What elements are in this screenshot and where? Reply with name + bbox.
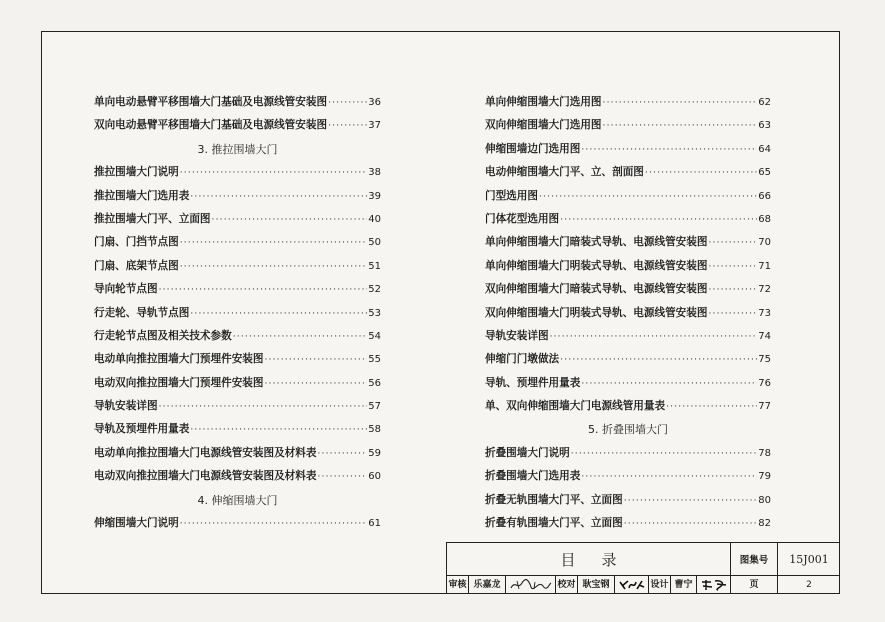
toc-entry-page: 59 [368, 447, 381, 459]
toc-entry [485, 231, 771, 254]
toc-entry-title: 电动双向推拉围墙大门预埋件安装图 [94, 376, 264, 389]
toc-entry [94, 372, 381, 395]
toc-entry [94, 418, 381, 441]
toc-entry-title: 推拉围墙大门说明 [94, 166, 179, 179]
toc-entry [94, 442, 381, 465]
toc-entry-title: 折叠围墙大门选用表 [485, 470, 581, 483]
toc-entry [485, 91, 771, 114]
toc-entry-page: 74 [758, 330, 771, 342]
toc-entry-page: 80 [758, 494, 771, 506]
review-signature [506, 576, 556, 594]
toc-entry-page: 70 [758, 237, 771, 249]
toc-entry-page: 77 [758, 401, 771, 413]
toc-entry [485, 185, 771, 208]
toc-dot-leader [190, 419, 367, 442]
check-name: 耿宝钢 [578, 576, 615, 594]
toc-dot-leader [180, 256, 368, 279]
toc-entry-page: 36 [368, 97, 381, 108]
review-label: 审核 [447, 576, 469, 594]
toc-dot-leader [624, 490, 758, 513]
toc-entry [94, 325, 381, 348]
toc-entry-title: 导轨、预埋件用量表 [485, 376, 581, 389]
toc-dot-leader [708, 279, 757, 302]
toc-entry [485, 348, 771, 371]
toc-dot-leader [666, 396, 757, 419]
toc-dot-leader [233, 326, 368, 349]
toc-entry-page: 75 [758, 354, 771, 366]
toc-entry-page: 53 [368, 307, 381, 319]
toc-entry [94, 465, 381, 488]
toc-entry [94, 512, 381, 535]
toc-entry [94, 208, 381, 231]
toc-entry [485, 138, 771, 161]
toc-entry-title: 导轨安装详图 [94, 400, 158, 413]
toc-entry [94, 231, 381, 254]
toc-entry [485, 442, 771, 465]
review-name: 乐嘉龙 [469, 576, 506, 594]
toc-entry-title: 双向电动悬臂平移围墙大门基础及电源线管安装图 [94, 119, 328, 132]
toc-dot-leader [159, 396, 368, 419]
toc-dot-leader [581, 373, 757, 396]
toc-entry-title: 双向伸缩围墙大门明装式导轨、电源线管安装图 [485, 306, 708, 319]
title-block [446, 542, 839, 593]
toc-entry-page: 55 [368, 354, 381, 366]
toc-entry-title: 伸缩围墙边门选用图 [485, 142, 581, 155]
toc-entry-title: 推拉围墙大门选用表 [94, 189, 190, 202]
toc-dot-leader [603, 92, 758, 115]
toc-dot-leader [708, 232, 757, 255]
toc-section-heading [94, 138, 381, 161]
toc-dot-leader [212, 209, 368, 232]
toc-entry-page: 76 [758, 377, 771, 389]
toc-entry-page: 61 [368, 518, 381, 530]
toc-right-column [485, 91, 771, 535]
toc-entry-page: 38 [368, 167, 381, 179]
toc-dot-leader [265, 373, 368, 396]
toc-entry-page: 79 [758, 471, 771, 483]
design-name: 曹宁 [671, 576, 697, 594]
toc-dot-leader [328, 92, 367, 115]
toc-entry-page: 82 [758, 518, 771, 530]
toc-entry [94, 114, 381, 137]
toc-entry-title: 折叠无轨围墙大门平、立面图 [485, 493, 623, 506]
toc-entry [94, 91, 381, 114]
toc-dot-leader [581, 139, 757, 162]
toc-entry-title: 电动单向推拉围墙大门电源线管安装图及材料表 [94, 446, 317, 459]
toc-dot-leader [180, 513, 368, 536]
toc-dot-leader [180, 232, 368, 255]
toc-entry-title: 门型选用图 [485, 189, 538, 202]
design-signature [697, 576, 731, 594]
toc-entry [485, 114, 771, 137]
toc-entry [94, 185, 381, 208]
design-label: 设计 [649, 576, 671, 594]
toc-dot-leader [708, 303, 757, 326]
toc-dot-leader [645, 162, 757, 185]
toc-entry-title: 单向伸缩围墙大门暗装式导轨、电源线管安装图 [485, 236, 708, 249]
toc-entry-title: 单向伸缩围墙大门选用图 [485, 96, 602, 108]
toc-entry [94, 161, 381, 184]
toc-entry-title: 折叠有轨围墙大门平、立面图 [485, 517, 623, 530]
toc-dot-leader [190, 186, 367, 209]
toc-entry-title: 门扇、门挡节点图 [94, 236, 179, 249]
toc-entry [485, 489, 771, 512]
toc-section-heading-text: 4. 伸缩围墙大门 [197, 493, 278, 507]
toc-dot-leader [317, 443, 367, 466]
atlas-number-label: 图集号 [731, 543, 778, 575]
toc-entry-page: 52 [368, 284, 381, 296]
toc-entry-page: 60 [368, 471, 381, 483]
toc-dot-leader [159, 279, 368, 302]
toc-entry [94, 278, 381, 301]
toc-entry-title: 折叠围墙大门说明 [485, 446, 570, 459]
toc-entry-page: 40 [368, 213, 381, 225]
toc-entry-page: 50 [368, 237, 381, 249]
toc-dot-leader [560, 209, 757, 232]
toc-entry-title: 双向伸缩围墙大门选用图 [485, 119, 602, 132]
toc-entry-page: 78 [758, 447, 771, 459]
toc-entry [485, 325, 771, 348]
toc-entry-page: 68 [758, 213, 771, 225]
toc-dot-leader [317, 466, 367, 489]
toc-entry-title: 行走轮节点图及相关技术参数 [94, 329, 232, 342]
atlas-number: 15J001 [789, 552, 829, 566]
toc-dot-leader [539, 186, 757, 209]
toc-entry [94, 302, 381, 325]
toc-entry-page: 39 [368, 190, 381, 202]
toc-entry [485, 302, 771, 325]
toc-entry [485, 395, 771, 418]
title-block-signature-row [447, 576, 839, 594]
toc-dot-leader [180, 162, 368, 185]
toc-entry-page: 66 [758, 190, 771, 202]
toc-entry-page: 51 [368, 260, 381, 272]
toc-entry-title: 行走轮、导轨节点图 [94, 306, 190, 319]
toc-entry-title: 伸缩围墙大门说明 [94, 517, 179, 530]
toc-dot-leader [550, 326, 758, 349]
toc-section-heading [485, 418, 771, 441]
toc-dot-leader [328, 115, 367, 138]
toc-dot-leader [560, 349, 757, 372]
toc-entry-title: 双向伸缩围墙大门暗装式导轨、电源线管安装图 [485, 283, 708, 296]
page-number: 2 [806, 580, 812, 590]
toc-entry-title: 单向电动悬臂平移围墙大门基础及电源线管安装图 [94, 96, 328, 108]
toc-dot-leader [624, 513, 758, 536]
toc-entry [485, 161, 771, 184]
toc-entry-page: 72 [758, 284, 771, 296]
check-label: 校对 [556, 576, 578, 594]
toc-entry [94, 348, 381, 371]
toc-entry-page: 56 [368, 377, 381, 389]
toc-entry-page: 71 [758, 260, 771, 272]
sheet-title: 目录 [447, 543, 731, 575]
toc-entry-page: 58 [368, 424, 381, 436]
toc-entry-page: 63 [758, 120, 771, 132]
toc-entry-title: 门体花型选用图 [485, 212, 560, 225]
toc-entry [485, 512, 771, 535]
toc-entry-page: 37 [368, 120, 381, 132]
toc-dot-leader [603, 115, 758, 138]
toc-entry [485, 208, 771, 231]
toc-entry-title: 推拉围墙大门平、立面图 [94, 212, 211, 225]
check-signature [615, 576, 649, 594]
toc-dot-leader [708, 256, 757, 279]
toc-entry-page: 54 [368, 330, 381, 342]
toc-dot-leader [265, 349, 368, 372]
page-label: 页 [731, 576, 778, 594]
toc-entry-title: 单、双向伸缩围墙大门电源线管用量表 [485, 400, 666, 413]
toc-entry [485, 278, 771, 301]
toc-section-heading-text: 5. 折叠围墙大门 [588, 423, 668, 437]
toc-entry [94, 255, 381, 278]
toc-entry-page: 57 [368, 401, 381, 413]
toc-entry-title: 电动单向推拉围墙大门预埋件安装图 [94, 353, 264, 366]
toc-left-column [94, 91, 381, 535]
title-block-top-row [447, 543, 839, 576]
toc-section-heading-text: 3. 推拉围墙大门 [197, 142, 278, 156]
toc-entry [485, 255, 771, 278]
toc-entry [485, 465, 771, 488]
toc-entry-title: 伸缩门门墩做法 [485, 353, 560, 366]
toc-entry-title: 门扇、底架节点图 [94, 259, 179, 272]
toc-dot-leader [571, 443, 758, 466]
toc-section-heading [94, 489, 381, 512]
toc-dot-leader [190, 303, 367, 326]
toc-entry-title: 单向伸缩围墙大门明装式导轨、电源线管安装图 [485, 259, 708, 272]
toc-entry-title: 导轨及预埋件用量表 [94, 423, 190, 436]
toc-entry-title: 导向轮节点图 [94, 283, 158, 296]
toc-entry [94, 395, 381, 418]
toc-entry-page: 64 [758, 143, 771, 155]
toc-dot-leader [581, 466, 757, 489]
toc-entry-page: 73 [758, 307, 771, 319]
toc-entry-title: 电动伸缩围墙大门平、立、剖面图 [485, 166, 644, 179]
toc-entry-page: 62 [758, 97, 771, 108]
toc-entry-page: 65 [758, 167, 771, 179]
toc-entry-title: 导轨安装详图 [485, 329, 549, 342]
toc-entry [485, 372, 771, 395]
toc-entry-title: 电动双向推拉围墙大门电源线管安装图及材料表 [94, 470, 317, 483]
